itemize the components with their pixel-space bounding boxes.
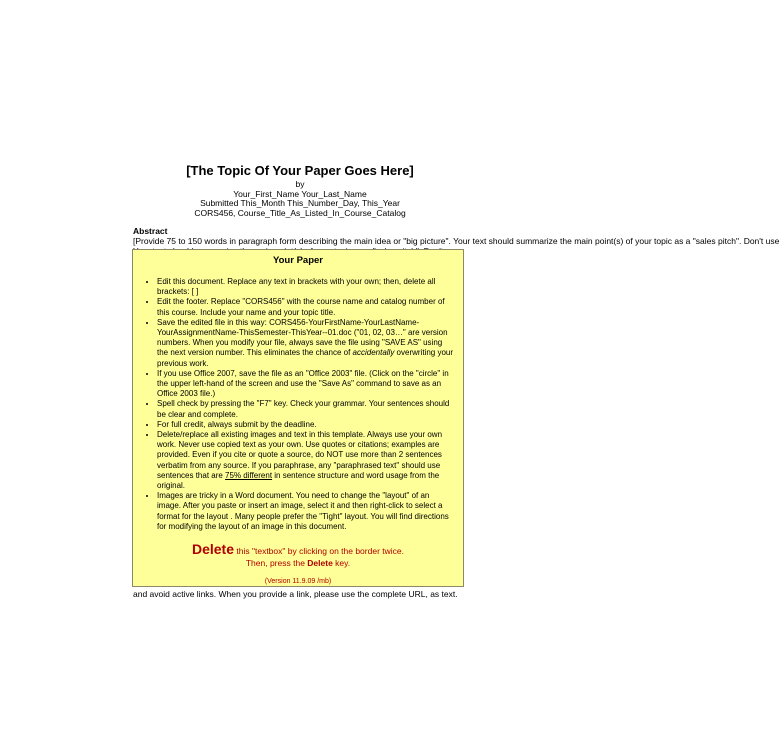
version-note: (Version 11.9.09 /mb): [264, 578, 332, 586]
emphasis-text: accidentally: [352, 348, 395, 358]
submission-date: Submitted This_Month This_Number_Day, This_Year: [200, 198, 400, 208]
list-item: • For full credit, always submit by the deadline.: [157, 420, 453, 430]
list-item: [157, 430, 453, 491]
abstract-text: [Provide 75 to 150 words in paragraph form describing the main idea or "big picture". Your text should summarize the main point(s) of your topic as a "sales pitch". Don't use: [133, 236, 779, 246]
list-item: • Spell check by pressing the "F7" key. Check your grammar. Your sentences should be clear and complete.: [157, 399, 453, 419]
delete-word: Delete: [191, 541, 235, 558]
underlined-text: 75% different: [225, 470, 273, 480]
body-overflow-line: and avoid active links. When you provide a link, please use the complete URL, as text.: [133, 589, 458, 599]
list-item: • Edit this document. Replace any text in brackets with your own; then, delete all brackets: [ ]: [157, 277, 453, 297]
list-item-text: overwriting your previous work.: [157, 348, 454, 368]
delete-key-label: Delete: [307, 558, 333, 569]
list-item: • Edit the footer. Replace "CORS456" with the course name and catalog number of this course. Include your name and your topic title.: [157, 297, 453, 317]
list-item: [157, 318, 453, 369]
course-info: CORS456, Course_Title_As_Listed_In_Course_Catalog: [194, 208, 406, 218]
list-item: • If you use Office 2007, save the file as an "Office 2003" file. (Click on the "circle" in the upper left-hand of the screen and use the "Save As" command to save as an Office 2003 file.): [157, 369, 453, 400]
abstract-heading: Abstract: [133, 226, 168, 236]
list-item-text: in sentence structure and word usage from the original.: [157, 470, 440, 491]
notice-textbox[interactable]: [132, 249, 464, 587]
author-name: Your_First_Name Your_Last_Name: [233, 189, 367, 199]
by-line: by: [295, 179, 305, 189]
notice-title: Your Paper: [273, 255, 323, 266]
list-item: • Images are tricky in a Word document. You need to change the "layout" of an image. After you paste or insert an image, select it and then right-click to select a format for the layout . Many people prefer the "Tight" layout. You will find directions for modifying the layout of an image in this document.: [157, 491, 453, 532]
paper-title: [The Topic Of Your Paper Goes Here]: [186, 163, 414, 178]
list-item-text: Save the edited file in this way: CORS456-YourFirstName-YourLastName-YourAssignmentName-ThisSemester-ThisYear--01.doc ("01, 02, 03…" are version numbers. When you modify your file, always save the file using "SAVE AS" using the next version number. This eliminates the chance of: [157, 317, 448, 358]
then-text: Then, press the: [245, 558, 308, 569]
then-text-end: key.: [332, 558, 351, 569]
delete-instruction-text: this "textbox" by clicking on the border twice.: [234, 546, 404, 557]
list-item-text: Delete/replace all existing images and text in this template. Always use your own work. Never use copied text as your own. Use quotes or citations; examples are provided. Even if you cite or quote a source, do NOT use more than 2 sentences verbatim from any source. If you paraphrase, any "paraphrased text" should use sentences that are: [157, 430, 443, 480]
delete-instruction: [133, 541, 463, 557]
instruction-list: [133, 277, 453, 532]
then-instruction: [133, 558, 463, 568]
